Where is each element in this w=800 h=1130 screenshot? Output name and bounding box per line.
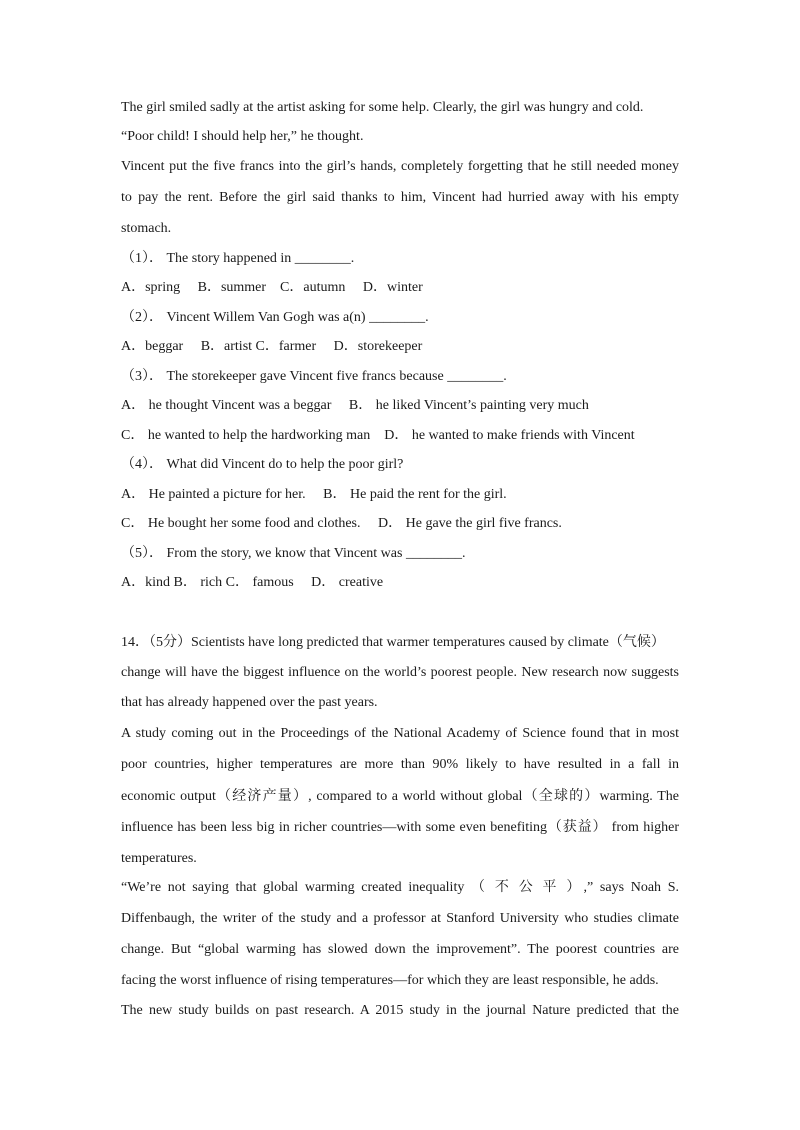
question-1-options: A．spring B．summer C．autumn D．winter: [121, 280, 423, 295]
story-line-3: Vincent put the five francs into the girl’s hands, completely forgetting that he still needed money: [121, 159, 679, 174]
story-line-2: “Poor child! I should help her,” he thought.: [121, 129, 364, 144]
passage-14-line-11: change. But “global warming has slowed down the improvement”. The poorest countries are: [121, 942, 679, 957]
story-line-4: to pay the rent. Before the girl said thanks to him, Vincent had hurried away with his empty: [121, 190, 679, 205]
question-3-options-cd: C． he wanted to help the hardworking man D． he wanted to make friends with Vincent: [121, 428, 635, 443]
story-line-5: stomach.: [121, 221, 172, 236]
question-4-options-ab: A． He painted a picture for her. B． He paid the rent for the girl.: [121, 487, 507, 502]
passage-14-line-12: facing the worst influence of rising temperatures—for which they are least responsible, he adds.: [121, 973, 659, 988]
passage-14-line-10: Diffenbaugh, the writer of the study and a professor at Stanford University who studies climate: [121, 911, 679, 926]
question-2-stem: （2）． Vincent Willem Van Gogh was a(n) ________.: [121, 310, 429, 325]
passage-14-line-3: that has already happened over the past years.: [121, 695, 378, 710]
passage-14-line-1: 14．（5分）Scientists have long predicted that warmer temperatures caused by climate（气候）: [121, 635, 665, 650]
passage-14-line-6: economic output（经济产量）, compared to a world without global（全球的）warming. The: [121, 789, 679, 804]
passage-14-line-5: poor countries, higher temperatures are more than 90% likely to have resulted in a fall in: [121, 757, 679, 772]
passage-14-line-13: The new study builds on past research. A 2015 study in the journal Nature predicted that the: [121, 1003, 679, 1018]
question-2-options: A．beggar B．artist C．farmer D．storekeeper: [121, 339, 423, 354]
passage-14-line-9: “We’re not saying that global warming created inequality （ 不 公 平 ）,” says Noah S.: [121, 880, 679, 895]
question-1-stem: （1）． The story happened in ________.: [121, 251, 355, 266]
question-4-options-cd: C． He bought her some food and clothes. D． He gave the girl five francs.: [121, 516, 562, 531]
passage-14-line-2: change will have the biggest influence on the world’s poorest people. New research now suggests: [121, 665, 679, 680]
question-3-stem: （3）． The storekeeper gave Vincent five francs because ________.: [121, 369, 507, 384]
question-3-options-ab: A． he thought Vincent was a beggar B． he liked Vincent’s painting very much: [121, 398, 589, 413]
passage-14-line-8: temperatures.: [121, 851, 197, 866]
story-line-1: The girl smiled sadly at the artist asking for some help. Clearly, the girl was hungry and cold.: [121, 100, 644, 115]
passage-14-line-4: A study coming out in the Proceedings of the National Academy of Science found that in most: [121, 726, 679, 741]
passage-14-line-7: influence has been less big in richer countries—with some even benefiting（获益） from higher: [121, 820, 679, 835]
question-4-stem: （4）． What did Vincent do to help the poor girl?: [121, 457, 404, 472]
question-5-stem: （5）． From the story, we know that Vincent was ________.: [121, 546, 466, 561]
question-5-options: A．kind B． rich C． famous D． creative: [121, 575, 384, 590]
